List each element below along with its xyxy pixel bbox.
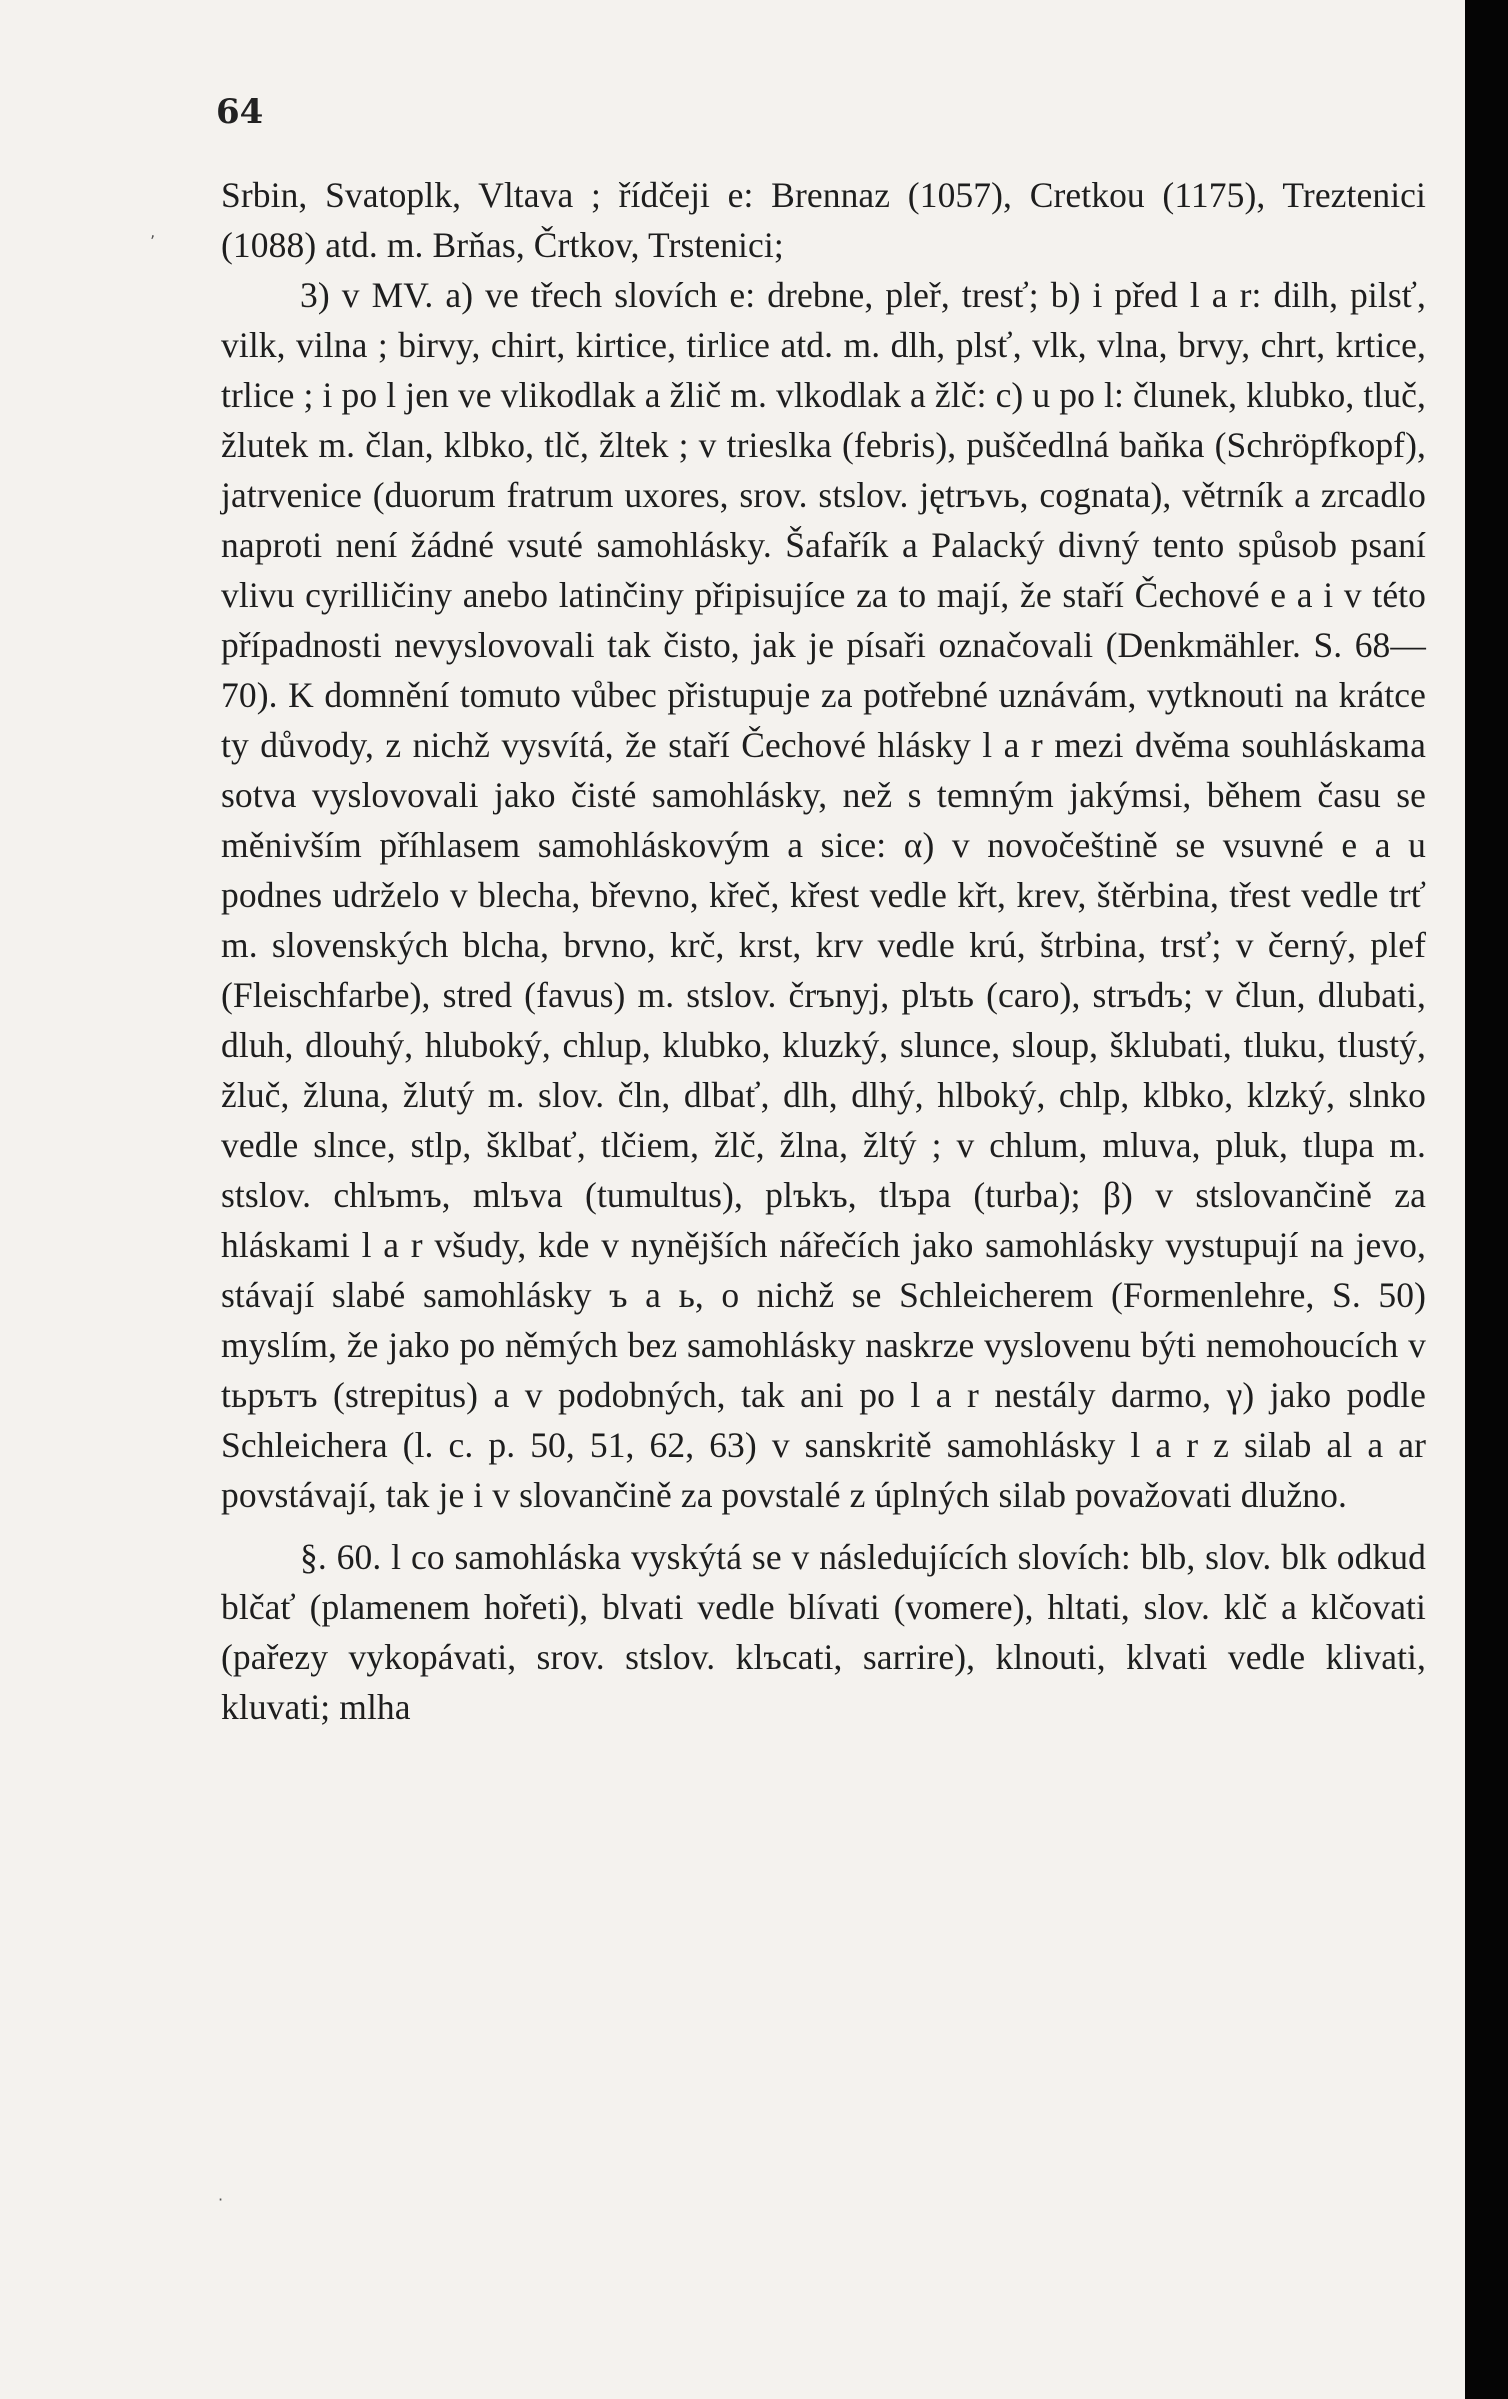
stray-mark-bottom: · xyxy=(218,2190,224,2209)
page-number: 64 xyxy=(216,92,264,132)
paragraph-1: Srbin, Svatoplk, Vltava ; řídčeji e: Brennaz (1057), Cretkou (1175), Treztenici (1088) atd. m. Brňas, Črtkov, Trstenici; xyxy=(221,175,1426,265)
paragraph-section-60: §. 60. l co samohláska vyskýtá se v následujících slovích: blb, slov. blk odkud blčať (plamenem hořeti), blvati vedle blívati (vomere), hltati, slov. klč a klčovati (pařezy vykopávati, srov. stslov. klъcati, sarrire), klnouti, klvati vedle klivati, kluvati; mlha xyxy=(221,1537,1426,1727)
scan-edge xyxy=(1465,0,1508,2399)
stray-mark-top: ʼ xyxy=(150,232,156,251)
paragraph-2: 3) v MV. a) ve třech slovích e: drebne, pleř, tresť; b) i před l a r: dilh, pilsť, vilk, vilna ; birvy, chirt, kirtice, tirlice atd. m. dlh, plsť, vlk, vlna, brvy, chrt, krtice, trlice ; i po l jen ve vlikodlak a žlič m. vlkodlak a žlč: c) u po l: člunek, klubko, tluč, žlutek m. član, klbko, tlč, žltek ; v trieslka (febris), puščedlná baňka (Schröpfkopf), jatrvenice (duorum fratrum uxores, srov. stslov. jętrъvь, cognata), větrník a zrcadlo naproti není žádné vsuté samohlásky. Šafařík a Palacký divný tento spůsob psaní vlivu cyrilličiny anebo latinčiny připisujíce za to mají, že staří Čechové e a i v této případnosti nevyslovovali tak čisto, jak je písaři označovali (Denkmähler. S. 68—70). K domnění tomuto vůbec přistupuje za potřebné uznávám, vytknouti na krátce ty důvody, z nichž vysvítá, že staří Čechové hlásky l a r mezi dvěma souhláskama sotva vyslovovali jako čisté samohlásky, než s temným jakýmsi, během času se měnivším příhlasem samohláskovým a sice: α) v novočeštině se vsuvné e a u podnes udrželo v blecha, břevno, křeč, křest vedle křt, krev, štěrbina, třest vedle trť m. slovenských blcha, brvno, krč, krst, krv vedle krú, štrbina, trsť; v černý, plef (Fleischfarbe), stred (favus) m. stslov. črъnyj, plъtь (caro), strъdъ; v člun, dlubati, dluh, dlouhý, hluboký, chlup, klubko, kluzký, slunce, sloup, šklubati, tluku, tlustý, žluč, žluna, žlutý m. slov. čln, dlbať, dlh, dlhý, hlboký, chlp, klbko, klzký, slnko vedle slnce, stlp, šklbať, tlčiem, žlč, žlna, žltý ; v chlum, mluva, pluk, tlupa m. stslov. chlъmъ, mlъva (tumultus), plъkъ, tlъpa (turba); β) v stslovančině za hláskami l a r všudy, kde v nynějších nářečích jako samohlásky vystupují na jevo, stávají slabé samohlásky ъ a ь, o nichž se Schleicherem (Formenlehre, S. 50) myslím, že jako po němých bez samohlásky naskrze vyslovenu býti nemohoucích v tьрътъ (strepitus) a v podobných, tak ani po l a r nestály darmo, γ) jako podle Schleichera (l. c. p. 50, 51, 62, 63) v sanskritě samohlásky l a r z silab al a ar povstávají, tak je i v slovančině za povstalé z úplných silab považovati dlužno. xyxy=(221,275,1426,1515)
page-body xyxy=(221,170,1426,1732)
